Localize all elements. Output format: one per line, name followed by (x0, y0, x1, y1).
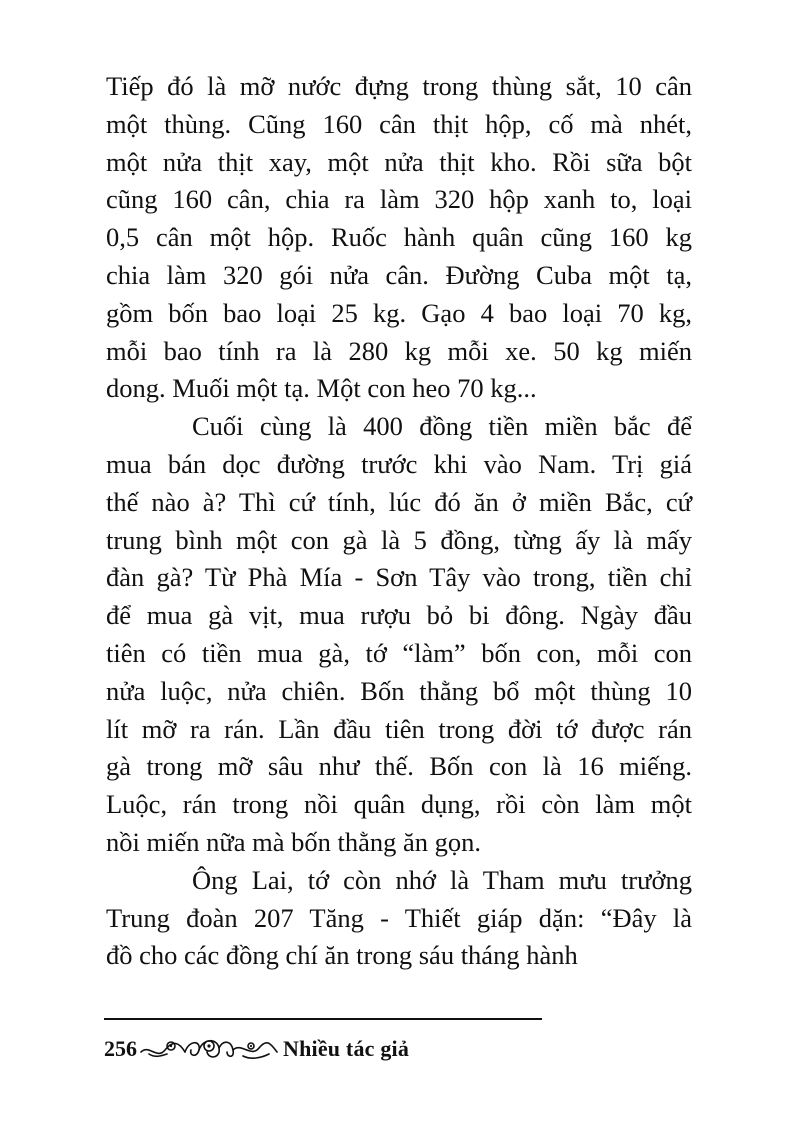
paragraph (106, 408, 692, 862)
text-line: nửa luộc, nửa chiên. Bốn thằng bổ một thùng 10 (106, 675, 692, 706)
text-line: một thùng. Cũng 160 cân thịt hộp, cố mà nhét, (106, 108, 692, 139)
text-line: Trung đoàn 207 Tăng - Thiết giáp dặn: “Đây là (106, 902, 692, 933)
text-line: Cuối cùng là 400 đồng tiền miền bắc để (192, 411, 692, 442)
text-line: Ông Lai, tớ còn nhớ là Tham mưu trưởng (192, 864, 692, 895)
text-line: thế nào à? Thì cứ tính, lúc đó ăn ở miền Bắc, cứ (106, 486, 692, 517)
text-line: đàn gà? Từ Phà Mía - Sơn Tây vào trong, tiền chỉ (106, 562, 692, 593)
text-line: trung bình một con gà là 5 đồng, từng ấy là mấy (106, 524, 692, 555)
decorative-flourish-icon (139, 1034, 279, 1064)
page-footer (104, 1018, 544, 1068)
text-line: Tiếp đó là mỡ nước đựng trong thùng sắt, 10 cân (106, 71, 692, 101)
text-line: chia làm 320 gói nửa cân. Đường Cuba một tạ, (106, 259, 692, 290)
text-line: mua bán dọc đường trước khi vào Nam. Trị giá (106, 448, 692, 479)
page-number: 256 (104, 1036, 137, 1061)
paragraph (106, 862, 692, 975)
footer-rule (104, 1018, 542, 1020)
page-body (106, 68, 692, 975)
text-line: gồm bốn bao loại 25 kg. Gạo 4 bao loại 70 kg, (106, 297, 692, 328)
text-line: tiên có tiền mua gà, tớ “làm” bốn con, mỗi con (106, 637, 692, 668)
book-title: Nhiều tác giả (283, 1036, 410, 1061)
paragraph (106, 68, 692, 408)
text-line: cũng 160 cân, chia ra làm 320 hộp xanh to, loại (106, 184, 692, 215)
text-line: dong. Muối một tạ. Một con heo 70 kg... (106, 373, 537, 404)
text-line: đồ cho các đồng chí ăn trong sáu tháng hành (106, 940, 578, 971)
text-line: Luộc, rán trong nồi quân dụng, rồi còn làm một (106, 789, 692, 820)
text-line: nồi miến nữa mà bốn thằng ăn gọn. (106, 826, 481, 857)
text-line: để mua gà vịt, mua rượu bỏ bi đông. Ngày đầu (106, 600, 692, 631)
text-line: mỗi bao tính ra là 280 kg mỗi xe. 50 kg miến (106, 335, 692, 366)
footer-row (104, 1032, 409, 1066)
text-line: 0,5 cân một hộp. Ruốc hành quân cũng 160 kg (106, 222, 692, 253)
text-line: một nửa thịt xay, một nửa thịt kho. Rồi sữa bột (106, 146, 692, 177)
text-line: lít mỡ ra rán. Lần đầu tiên trong đời tớ được rán (106, 713, 692, 744)
text-line: gà trong mỡ sâu như thế. Bốn con là 16 miếng. (106, 751, 692, 782)
